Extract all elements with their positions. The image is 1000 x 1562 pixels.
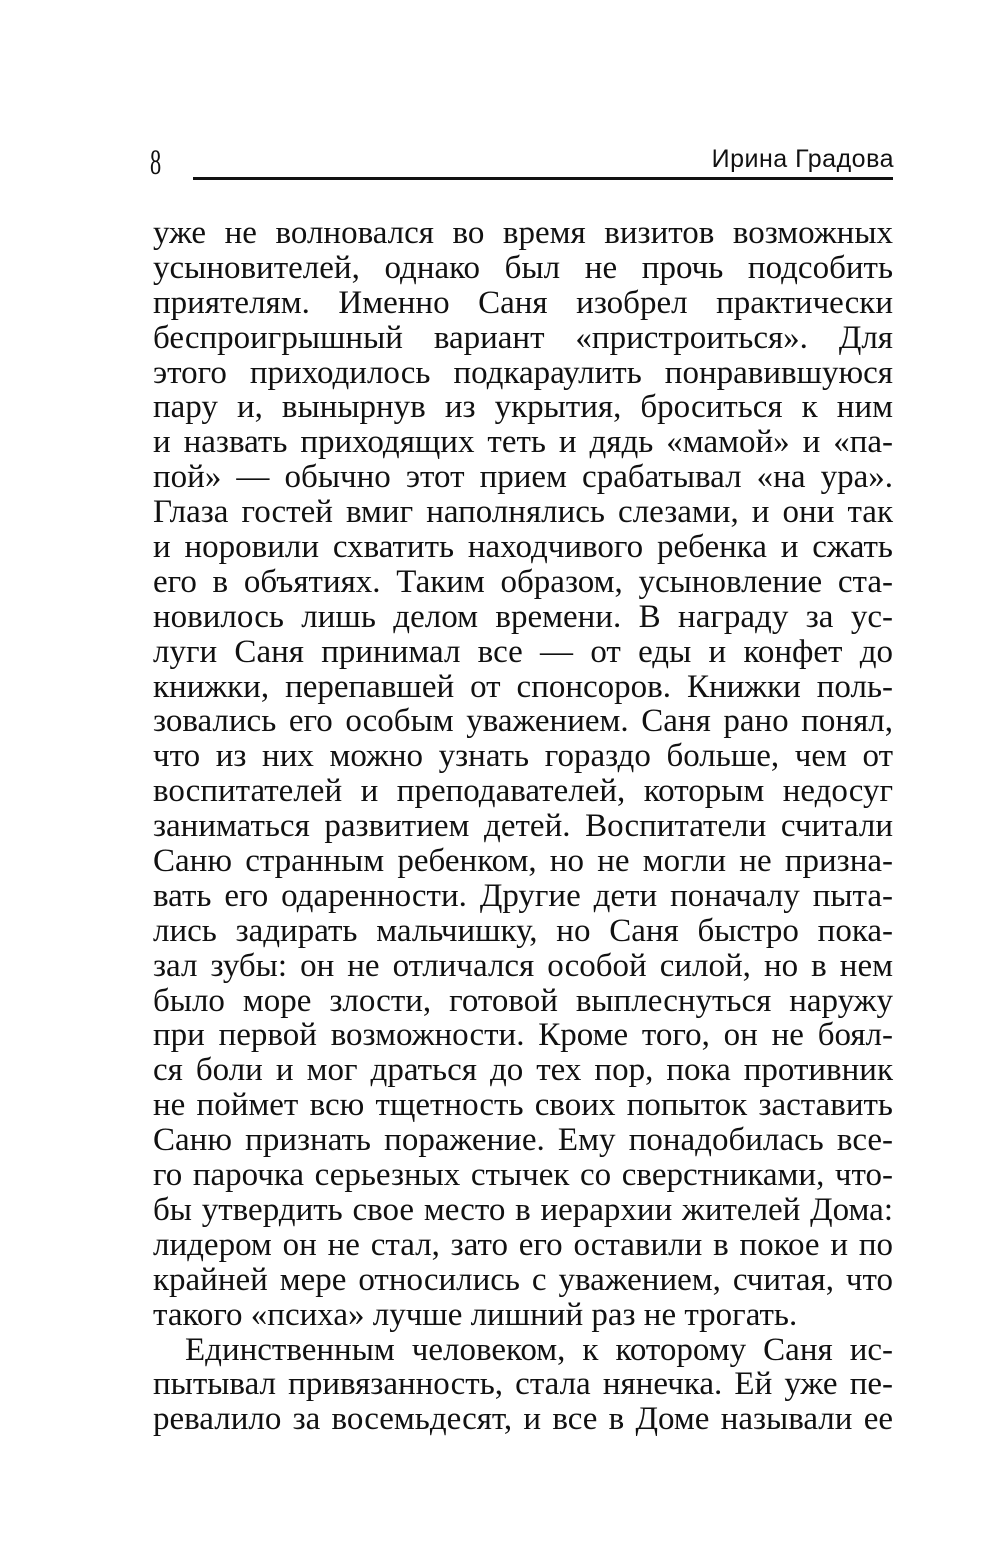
text-line: Саню странным ребенком, но не могли не призна- bbox=[153, 843, 893, 880]
text-line: Единственным человеком, к которому Саня ис- bbox=[185, 1331, 893, 1368]
text-line: вать его одаренности. Другие дети поначалу пыта- bbox=[153, 877, 893, 914]
paragraph bbox=[153, 1333, 893, 1438]
page-number: 8 bbox=[150, 142, 162, 182]
text-line: его в объятиях. Таким образом, усыновление ста- bbox=[153, 563, 893, 600]
text-line: такого «психа» лучше лишний раз не трогать. bbox=[153, 1296, 798, 1333]
text-line: не поймет всю тщетность своих попыток заставить bbox=[153, 1087, 893, 1124]
paragraph bbox=[153, 216, 893, 1333]
text-line: пытывал привязанность, стала нянечка. Ей уже пе- bbox=[153, 1366, 893, 1403]
text-line: луги Саня принимал все — от еды и конфет до bbox=[153, 633, 893, 670]
text-line: лись задирать мальчишку, но Саня быстро пока- bbox=[153, 912, 893, 949]
text-line: ся боли и мог драться до тех пор, пока противник bbox=[153, 1052, 893, 1089]
text-line: зовались его особым уважением. Саня рано понял, bbox=[153, 703, 893, 740]
text-line: зал зубы: он не отличался особой силой, но в нем bbox=[153, 947, 893, 984]
header-rule bbox=[193, 177, 893, 180]
body-text bbox=[153, 216, 893, 1437]
running-title: Ирина Градова bbox=[711, 145, 894, 173]
text-line: пару и, вынырнув из укрытия, броситься к ним bbox=[153, 389, 893, 426]
text-line: и норовили схватить находчивого ребенка и сжать bbox=[153, 529, 893, 566]
text-line: приятелям. Именно Саня изобрел практически bbox=[153, 284, 893, 321]
text-line: го парочка серьезных стычек со сверстниками, что- bbox=[153, 1157, 893, 1194]
text-line: усыновителей, однако был не прочь подсобить bbox=[153, 249, 893, 286]
text-line: книжки, перепавшей от спонсоров. Книжки поль- bbox=[153, 668, 893, 705]
text-line: беспроигрышный вариант «пристроиться». Для bbox=[153, 319, 893, 356]
text-line: Глаза гостей вмиг наполнялись слезами, и они так bbox=[153, 494, 893, 531]
text-line: что из них можно узнать гораздо больше, чем от bbox=[153, 738, 893, 775]
text-line: уже не волновался во время визитов возможных bbox=[153, 215, 893, 251]
text-line: Саню признать поражение. Ему понадобилась все- bbox=[153, 1122, 893, 1159]
text-line: и назвать приходящих теть и дядь «мамой» и «па- bbox=[153, 424, 893, 461]
text-line: было море злости, готовой выплеснуться наружу bbox=[153, 982, 893, 1019]
text-line: лидером он не стал, зато его оставили в покое и по bbox=[153, 1226, 893, 1263]
text-line: бы утвердить свое место в иерархии жителей Дома: bbox=[153, 1191, 893, 1228]
text-line: этого приходилось подкараулить понравившуюся bbox=[153, 354, 893, 391]
text-line: крайней мере относились с уважением, считая, что bbox=[153, 1261, 893, 1298]
text-line: при первой возможности. Кроме того, он не боял- bbox=[153, 1017, 893, 1054]
text-line: заниматься развитием детей. Воспитатели считали bbox=[153, 808, 893, 845]
text-line: пой» — обычно этот прием срабатывал «на ура». bbox=[153, 459, 893, 496]
text-line: новилось лишь делом времени. В награду за ус- bbox=[153, 598, 893, 635]
text-line: ревалило за восемьдесят, и все в Доме называли ее bbox=[153, 1401, 893, 1438]
text-line: воспитателей и преподавателей, которым недосуг bbox=[153, 773, 893, 810]
